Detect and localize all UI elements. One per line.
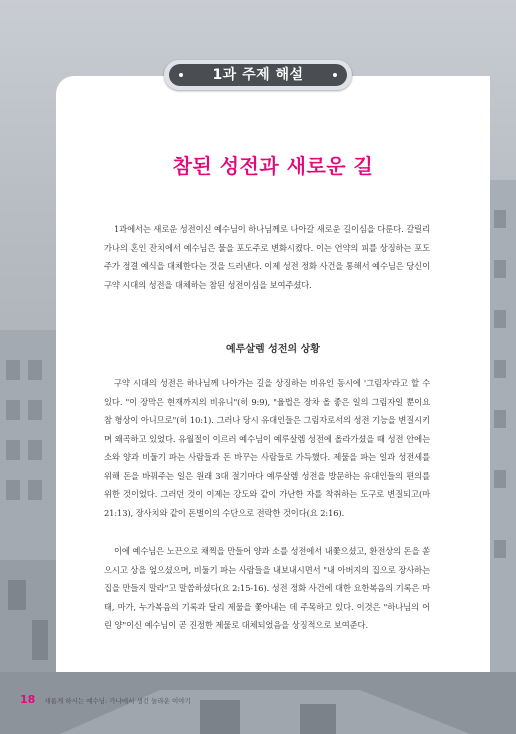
lesson-banner-label: 1과 주제 해설 (212, 67, 304, 83)
intro-paragraph: 1과에서는 새로운 성전이신 예수님이 하나님께로 나아갈 새로운 길이심을 다룬다. 갈릴리 가나의 혼인 잔치에서 예수님은 물을 포도주로 변화시켰다. 이는 언약의 피를 상징하는 포도주가 정결 예식을 대체한다는 것을 드러낸다. 이제 성전 정화 사건을 통해서 예수님은 당신이 구약 시대의 성전을 대체하는 참된 성전이심을 보여주셨다. (104, 224, 430, 290)
footer-running-title: 새롭게 하시는 예수님: 가나에서 생긴 놀라운 이야기 (44, 697, 191, 705)
page-title: 참된 성전과 새로운 길 (172, 154, 374, 178)
body-paragraph-2: 이에 예수님은 노끈으로 채찍을 만들어 양과 소를 성전에서 내쫓으셨고, 환전상의 돈을 쏟으시고 상을 엎으셨으며, 비둘기 파는 사람들을 내보내시면서 "내 아버지의 집으로 장사하는 집을 만들지 말라"고 말씀하셨다(요 2:15-16). 성전 정화 사건에 대한 요한복음의 기록은 마태, 마가, 누가복음의 기록과 달리 제물을 쫓아내는 데 주목하고 있다. 이것은 "하나님의 어린 양"이신 예수님이 곧 진정한 제물로 대체되었음을 상징적으로 보여준다. (104, 546, 430, 630)
page-number: 18 (20, 693, 36, 706)
lesson-banner-pill (169, 64, 347, 86)
lesson-banner (164, 60, 352, 90)
section-heading: 예루살렘 성전의 상황 (226, 344, 320, 355)
body-paragraph-1: 구약 시대의 성전은 하나님께 나아가는 길을 상징하는 비유인 동시에 '그림자'라고 할 수 있다. "이 장막은 현재까지의 비유니"(히 9:9), "율법은 장차 올 좋은 일의 그림자일 뿐이요 참 형상이 아니므로"(히 10:1). 그러나 당시 유대인들은 그림자로서의 성전 기능을 변질시키며 왜곡하고 있었다. 유월절이 이르러 예수님이 예루살렘 성전에 올라가셨을 때 성전 안에는 소와 양과 비둘기 파는 사람들과 돈 바꾸는 사람들로 가득했다. 제물을 파는 일과 성전세를 위해 돈을 바꿔주는 일은 원래 3대 절기마다 예루살렘 성전을 방문하는 유대인들의 편의를 위한 것이었다. 그러던 것이 이제는 강도와 같이 가난한 자를 착취하는 도구로 변질되고(마 21:13), 장사치와 같이 돈벌이의 수단으로 전락한 것이다(요 2:16). (104, 378, 430, 518)
page-footer (20, 688, 191, 707)
